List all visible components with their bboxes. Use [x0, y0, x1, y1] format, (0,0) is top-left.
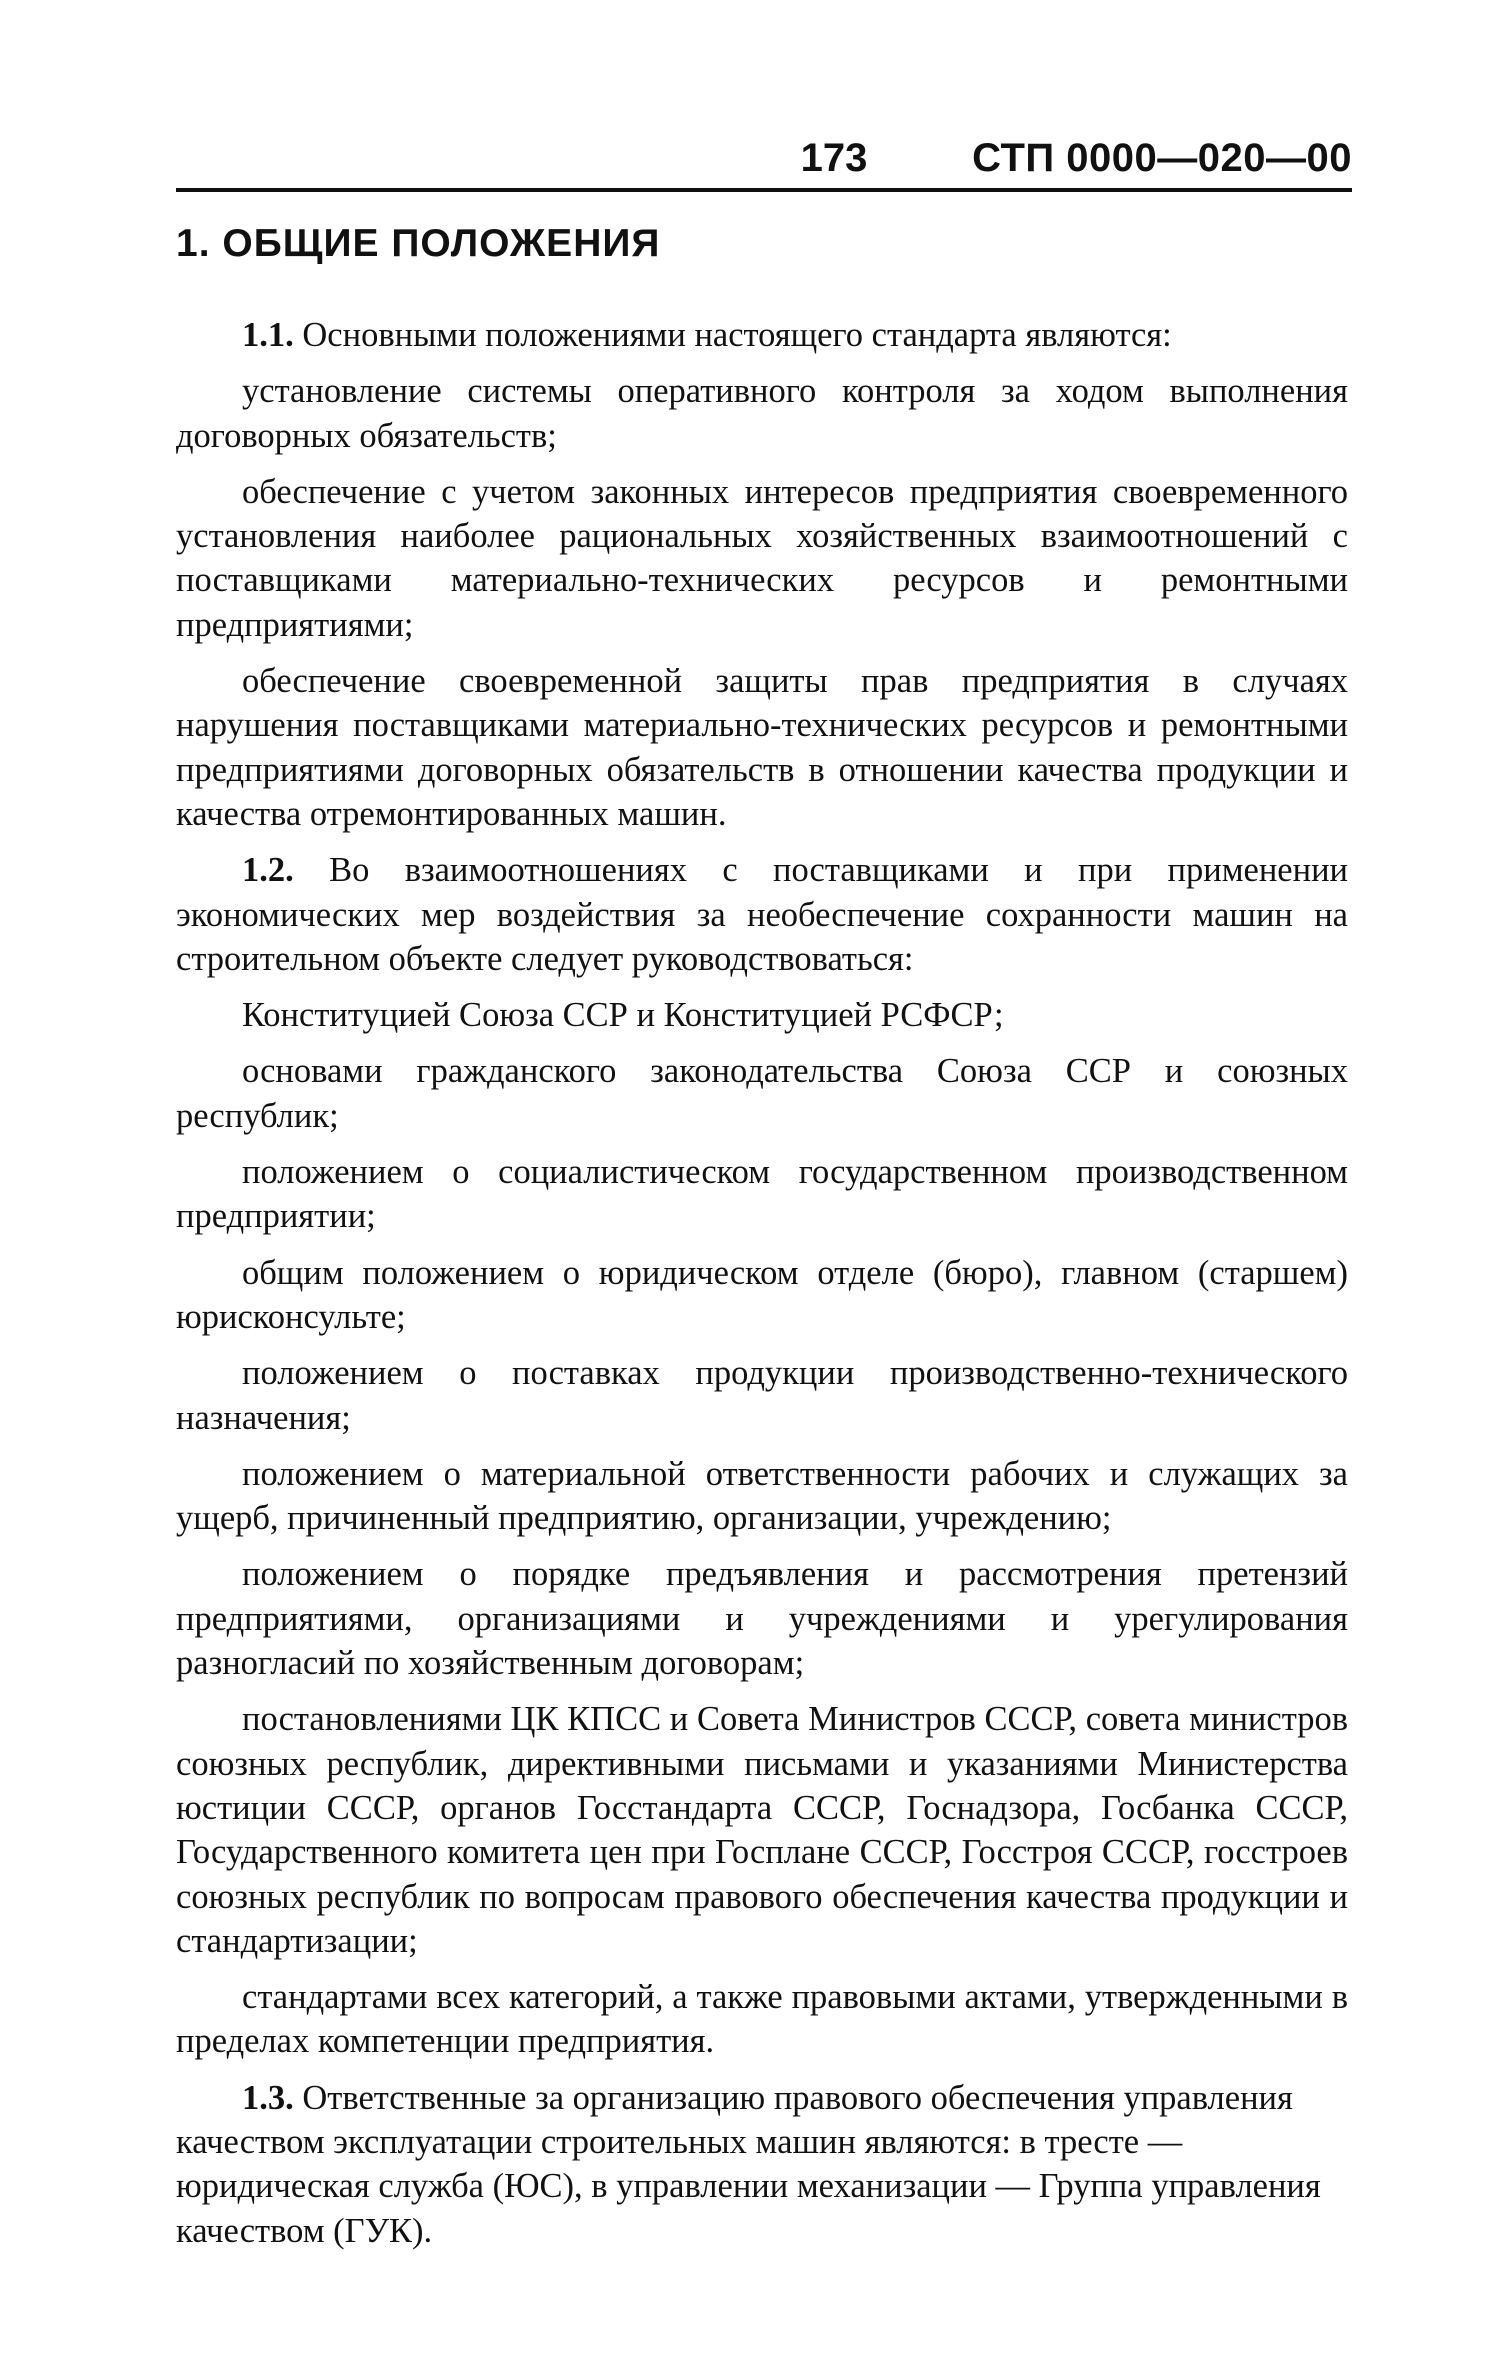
paragraph-text: положением о поставках продукции производственно-технического назначения; — [176, 1354, 1348, 1437]
paragraph-text: постановлениями ЦК КПСС и Совета Министров СССР, совета министров союзных республик, директивными письмами и указаниями Министерства юстиции СССР, органов Госстандарта СССР, Госнадзора, Госбанка СССР, Государственного комитета цен при Госплане СССР, Госстроя СССР, госстроев союзных республик по вопросам правового обеспечения качества продукции и стандартизации; — [176, 1700, 1348, 1960]
list-item — [176, 1552, 1348, 1685]
list-item — [176, 1150, 1348, 1239]
paragraph-text: обеспечение с учетом законных интересов предприятия своевременного установления наиболее рациональных хозяйственных взаимоотношений с поставщиками материально-технических ресурсов и ремонтными предприятиями; — [176, 472, 1348, 644]
list-item — [176, 1049, 1348, 1138]
clause-number: 1.2. — [242, 851, 294, 890]
paragraph-text: основами гражданского законодательства Союза ССР и союзных республик; — [176, 1052, 1348, 1135]
paragraph-text: Основными положениями настоящего стандарта являются: — [293, 316, 1172, 354]
document-code: СТП 0000—020—00 — [972, 136, 1352, 180]
page-number: 173 — [800, 136, 868, 180]
paragraph-1-2 — [176, 848, 1348, 981]
header-rule — [176, 188, 1352, 192]
paragraph-1-1 — [176, 313, 1348, 357]
list-item — [176, 1251, 1348, 1340]
section-title: 1. ОБЩИЕ ПОЛОЖЕНИЯ — [176, 222, 661, 265]
clause-number: 1.1. — [242, 316, 294, 354]
paragraph-text: общим положением о юридическом отделе (бюро), главном (старшем) юрисконсульте; — [176, 1253, 1348, 1336]
list-item — [176, 470, 1348, 647]
paragraph-text: Конституцией Союза ССР и Конституцией РСФСР; — [242, 996, 1004, 1035]
body-text — [176, 313, 1348, 2265]
list-item — [176, 1351, 1348, 1440]
list-item — [176, 659, 1348, 836]
list-item — [176, 1975, 1348, 2064]
paragraph-text: Во взаимоотношениях с поставщиками и при применении экономических мер воздействия за необеспечение сохранности машин на строительном объекте следует руководствоваться: — [176, 851, 1348, 978]
paragraph-text: положением о материальной ответственности рабочих и служащих за ущерб, причиненный предприятию, организации, учреждению; — [176, 1454, 1348, 1538]
paragraph-text: положением о социалистическом государственном производственном предприятии; — [176, 1153, 1348, 1236]
page-header — [176, 128, 1352, 188]
paragraph-text: обеспечение своевременной защиты прав предприятия в случаях нарушения поставщиками материально-технических ресурсов и ремонтными предприятиями договорных обязательств в отношении качества продукции и качества отремонтированных машин. — [176, 662, 1348, 833]
paragraph-text: стандартами всех категорий, а также правовыми актами, утвержденными в пределах компетенции предприятия. — [176, 1978, 1348, 2061]
list-item — [176, 1697, 1348, 1963]
paragraph-text: Ответственные за организацию правового обеспечения управления качеством эксплуатации строительных машин являются: в тресте — юридическая служба (ЮС), в управлении механизации — Группа управления качеством (ГУК). — [176, 2078, 1321, 2250]
paragraph-1-3 — [176, 2076, 1348, 2253]
list-item — [176, 1452, 1348, 1541]
list-item — [176, 369, 1348, 458]
clause-number: 1.3. — [242, 2078, 294, 2117]
paragraph-text: установление системы оперативного контроля за ходом выполнения договорных обязательств; — [176, 372, 1348, 455]
list-item — [176, 993, 1348, 1037]
paragraph-text: положением о порядке предъявления и рассмотрения претензий предприятиями, организациями и учреждениями и урегулирования разногласий по хозяйственным договорам; — [176, 1555, 1348, 1683]
